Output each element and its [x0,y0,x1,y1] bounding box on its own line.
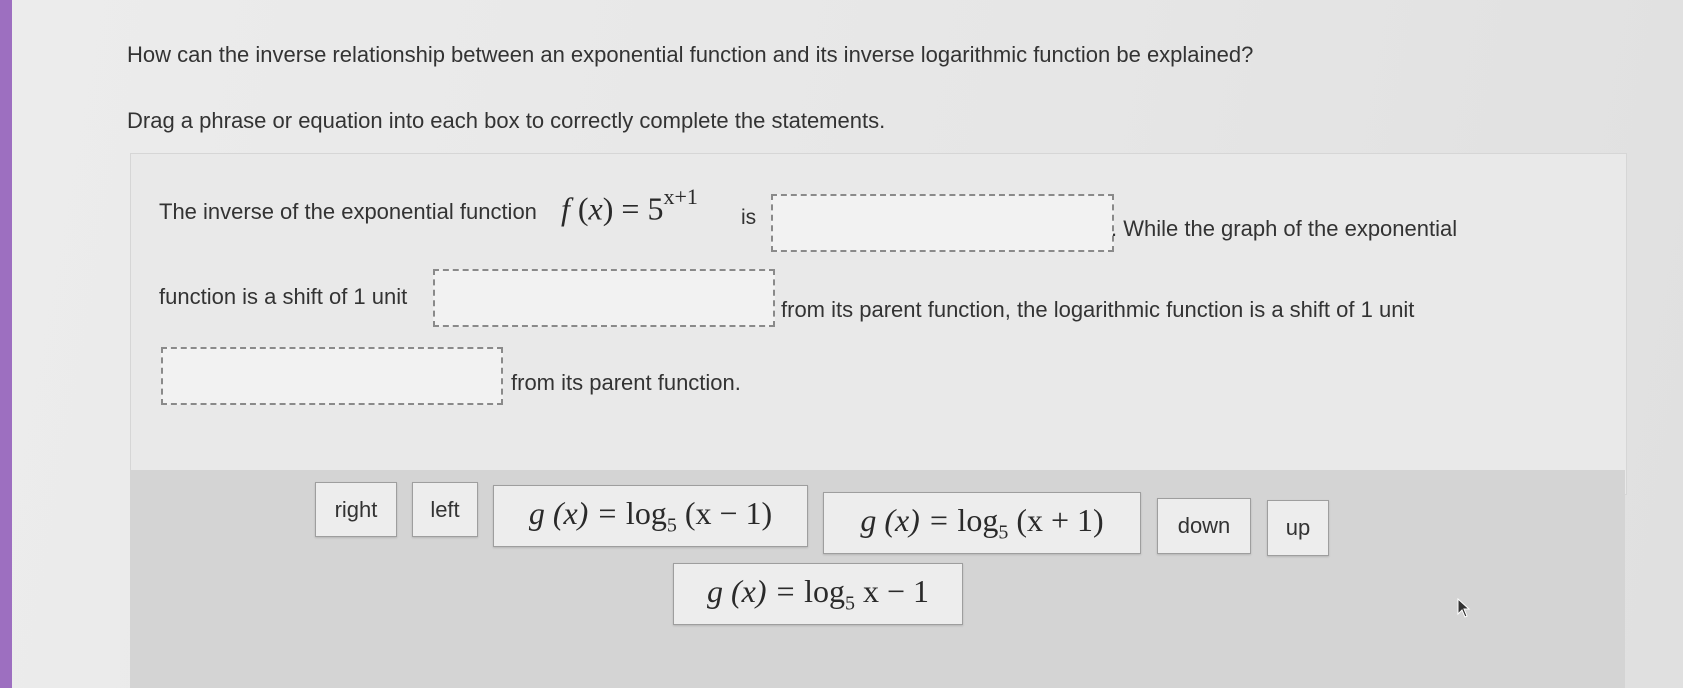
tile-up[interactable] [1267,500,1329,556]
mouse-pointer-icon [1457,598,1471,618]
tile-g3-expression [707,573,929,615]
tile-left-label: left [430,496,460,522]
tile-right-label: right [334,496,378,522]
tile-g1-base: 5 [666,514,677,537]
function-exponent: x+1 [663,184,698,209]
statement-panel [130,153,1627,495]
tile-g-log5-x-then-minus-1[interactable] [673,563,963,625]
tile-right[interactable] [315,482,397,537]
answer-tray [130,470,1625,688]
tile-g2-base: 5 [998,521,1009,544]
after-box3-text: from its parent function. [511,370,741,395]
after-box1-text: . While the graph of the exponential [1111,216,1458,241]
tile-g3-arg: x − 1 [862,572,930,609]
exponential-function: f $(x) = 5^{x+1}$ [561,184,698,227]
tile-g2-log: log [957,501,999,538]
tile-down[interactable] [1157,498,1251,554]
tile-g2-expression [860,502,1103,544]
statement-line2-text: function is a shift of 1 unit [159,284,408,309]
tile-up-label: up [1285,515,1311,540]
tile-g1-lhs: g (x) = [528,494,618,531]
tile-g3-log: log [804,572,845,609]
tile-g1-arg: (x − 1) [684,494,773,531]
drop-box-inverse-function[interactable] [771,194,1114,252]
function-base: 5 [647,190,664,227]
function-var: x [588,190,603,227]
drop-box-exponential-shift[interactable] [433,269,775,327]
left-accent-bar [0,0,12,688]
tile-g-log5-x-minus-1[interactable] [493,485,808,547]
statement-line1-text: The inverse of the exponential function [159,199,537,224]
function-name: f [561,190,570,227]
question-page [12,0,1683,688]
tile-g1-log: log [625,494,667,531]
tile-g2-arg: (x + 1) [1016,501,1104,538]
function-equals: = [621,190,640,227]
question-text: How can the inverse relationship between an exponential function and its inverse logarithmic function be explained? [127,42,1254,67]
tile-left[interactable] [412,482,478,537]
tile-g3-lhs: g (x) = [706,572,797,609]
tile-g3-base: 5 [844,592,855,615]
tile-g2-lhs: g (x) = [860,501,950,538]
instructions-text: Drag a phrase or equation into each box to correctly complete the statements. [127,108,886,133]
tile-down-label: down [1177,513,1231,538]
tile-g1-expression [529,495,772,537]
is-text: is [741,206,757,229]
tile-g-log5-x-plus-1[interactable] [823,492,1141,554]
drop-box-logarithmic-shift[interactable] [161,347,503,405]
after-box2-text: from its parent function, the logarithmic function is a shift of 1 unit [781,297,1415,322]
